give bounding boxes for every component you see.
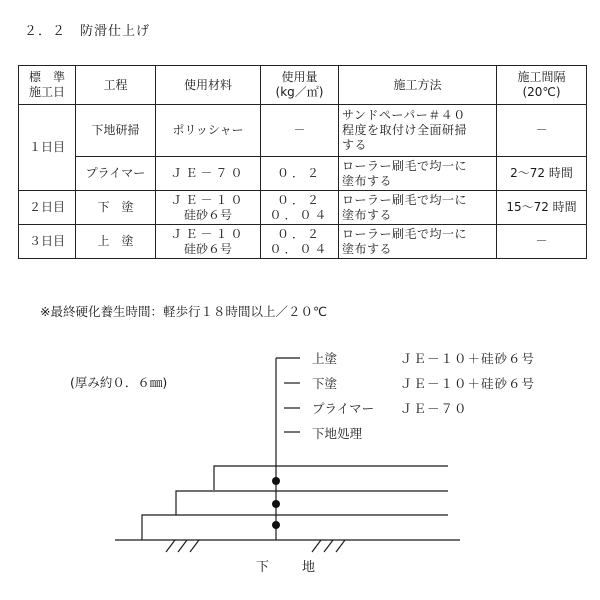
method-line: 塗布する [342, 207, 393, 222]
cell-interval: － [497, 105, 587, 157]
header-interval [497, 66, 587, 105]
header-material: 使用材料 [156, 66, 261, 105]
cell-material [156, 225, 261, 259]
cell-material: ＪＥ－７０ [156, 157, 261, 191]
cell-amount: － [261, 105, 339, 157]
method-line: サンドペーパー＃４０ [342, 108, 466, 122]
undercoat-dot [272, 500, 280, 508]
topcoat-dot [272, 477, 280, 485]
cell-process: 下地研掃 [76, 105, 156, 157]
table-row [19, 225, 587, 259]
header-amount-line2: (kg／㎡) [275, 85, 324, 99]
layer-name-undercoat: 下塗 [312, 376, 338, 391]
method-line: ローラー刷毛で均一に [342, 158, 468, 173]
cell-method [339, 191, 497, 225]
table-row [19, 157, 587, 191]
cell-material: ポリッシャー [156, 105, 261, 157]
table-row [19, 105, 587, 157]
amount-line: ０．２ [276, 192, 322, 207]
hatch-left [166, 540, 199, 552]
thickness-label: (厚み約０．６㎜) [70, 375, 168, 390]
hatch-right [312, 540, 345, 552]
method-line: 程度を取付け全面研掃 [342, 123, 468, 137]
layer-material-topcoat: ＪＥ－１０＋硅砂６号 [400, 351, 536, 366]
cell-day: ２日目 [19, 191, 76, 225]
primer-dot [272, 521, 280, 529]
construction-spec-table [18, 65, 587, 259]
amount-line: ０．０４ [269, 241, 330, 256]
table-row [19, 191, 587, 225]
layer-material-undercoat: ＪＥ－１０＋硅砂６号 [400, 376, 536, 391]
header-process: 工程 [76, 66, 156, 105]
table-header-row [19, 66, 587, 105]
header-method: 施工方法 [339, 66, 497, 105]
cell-interval: － [497, 225, 587, 259]
amount-line: ０．２ [276, 226, 322, 241]
amount-line: ０．０４ [269, 207, 330, 222]
layer-material-primer: ＪＥ－７０ [400, 401, 468, 416]
cell-interval: 15～72 時間 [497, 191, 587, 225]
material-line: ＪＥ－１０ [170, 226, 246, 241]
cell-method [339, 105, 497, 157]
cell-process: プライマー [76, 157, 156, 191]
cell-day: １日目 [19, 105, 76, 191]
method-line: ローラー刷毛で均一に [342, 226, 468, 241]
undercoat-layer-outline [176, 491, 448, 515]
topcoat-layer-outline [214, 466, 448, 490]
cell-process: 下 塗 [76, 191, 156, 225]
cell-material [156, 191, 261, 225]
header-amount-line1: 使用量 [281, 70, 318, 84]
layer-name-primer: プライマー [312, 401, 375, 416]
header-interval-line2: (20℃) [522, 85, 561, 99]
primer-layer-outline [142, 515, 448, 540]
section-title: ２．２ 防滑仕上げ [24, 24, 151, 39]
method-line: 塗布する [342, 173, 393, 188]
cell-method [339, 225, 497, 259]
material-line: 硅砂６号 [183, 241, 232, 256]
layer-name-topcoat: 上塗 [312, 351, 338, 366]
header-amount [261, 66, 339, 105]
header-day-line1: 標 準 [28, 70, 65, 84]
curing-note: ※最終硬化養生時間：軽歩行１８時間以上／２０℃ [40, 304, 328, 319]
cell-day: ３日目 [19, 225, 76, 259]
cell-amount: ０．２ [261, 157, 339, 191]
header-day-line2: 施工日 [28, 85, 65, 99]
base-label: 下 地 [256, 560, 326, 575]
cell-amount [261, 191, 339, 225]
cell-process: 上 塗 [76, 225, 156, 259]
cell-method [339, 157, 497, 191]
material-line: ＪＥ－１０ [170, 192, 246, 207]
method-line: する [342, 138, 368, 152]
method-line: 塗布する [342, 241, 393, 256]
header-interval-line1: 施工間隔 [517, 70, 566, 84]
header-day [19, 66, 76, 105]
cell-amount [261, 225, 339, 259]
material-line: 硅砂６号 [183, 207, 232, 222]
method-line: ローラー刷毛で均一に [342, 192, 468, 207]
layer-name-substrate-prep: 下地処理 [312, 426, 363, 441]
cell-interval: 2～72 時間 [497, 157, 587, 191]
